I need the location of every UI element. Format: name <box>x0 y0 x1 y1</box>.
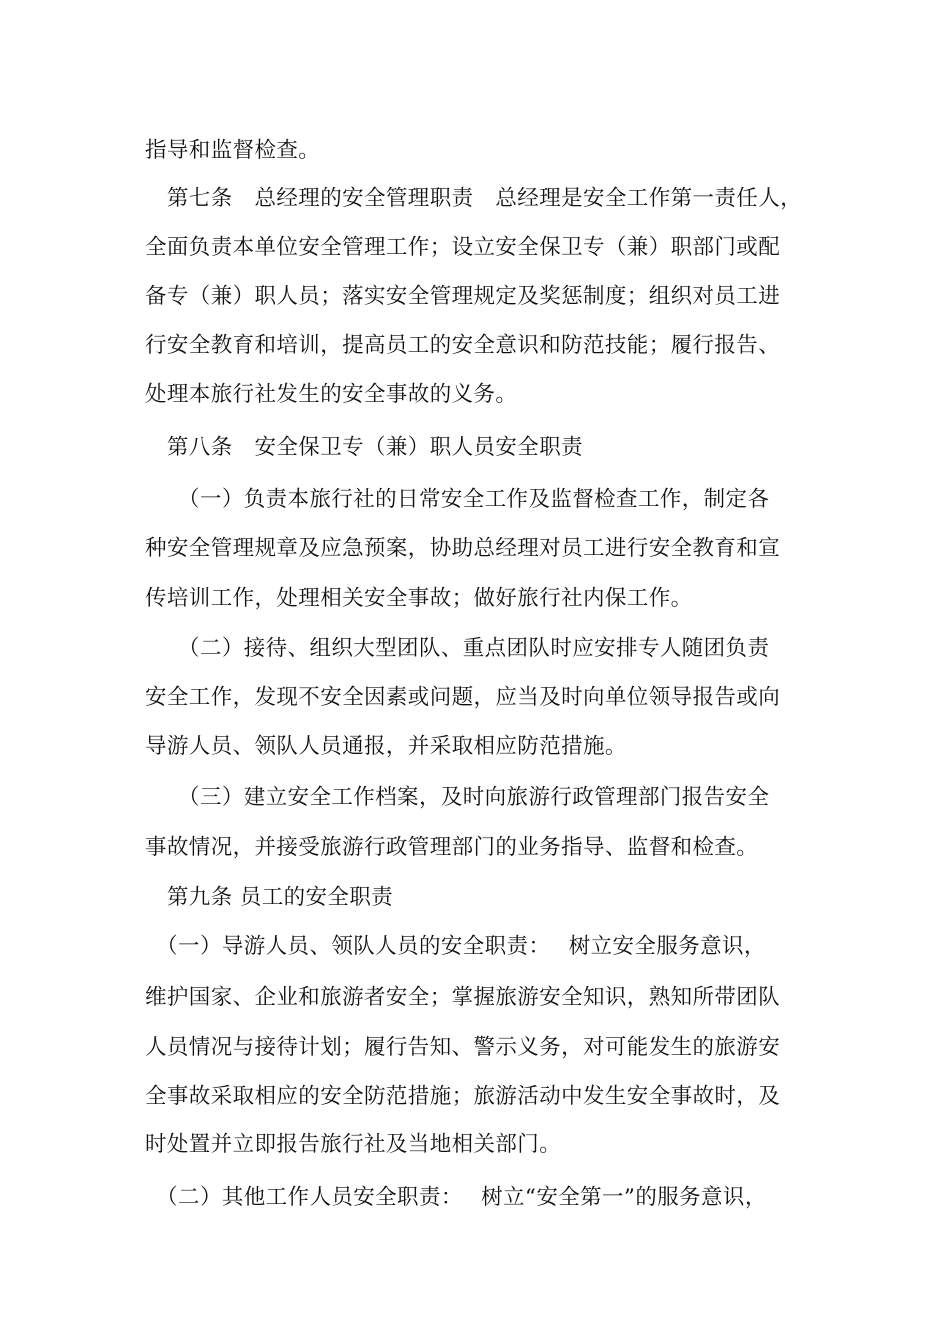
text-line: 备专（兼）职人员；落实安全管理规定及奖惩制度；组织对员工进 <box>145 284 781 309</box>
text-line: 安全工作，发现不安全因素或问题，应当及时向单位领导报告或向 <box>145 685 781 710</box>
text-line: 处理本旅行社发生的安全事故的义务。 <box>145 382 518 407</box>
text-line: （二）其他工作人员安全职责： 树立“安全第一”的服务意识， <box>145 1185 767 1210</box>
text-line: 指导和监督检查。 <box>145 138 321 163</box>
text-line: 行安全教育和培训，提高员工的安全意识和防范技能；履行报告、 <box>145 333 781 358</box>
text-line: 全面负责本单位安全管理工作；设立安全保卫专（兼）职部门或配 <box>145 235 781 260</box>
text-line: （三）建立安全工作档案，及时向旅游行政管理部门报告安全 <box>145 785 770 810</box>
text-line: （一）负责本旅行社的日常安全工作及监督检查工作，制定各 <box>145 487 770 512</box>
text-line: 第七条 总经理的安全管理职责 总经理是安全工作第一责任人， <box>145 186 803 211</box>
text-line: 维护国家、企业和旅游者安全；掌握旅游安全知识，熟知所带团队 <box>145 985 781 1010</box>
text-line: 时处置并立即报告旅行社及当地相关部门。 <box>145 1132 562 1157</box>
text-line: 事故情况，并接受旅游行政管理部门的业务指导、监督和检查。 <box>145 835 759 860</box>
text-line: （二）接待、组织大型团队、重点团队时应安排专人随团负责 <box>145 636 770 661</box>
text-line: 全事故采取相应的安全防范措施；旅游活动中发生安全事故时，及 <box>145 1084 781 1109</box>
text-line: 种安全管理规章及应急预案，协助总经理对员工进行安全教育和宣 <box>145 536 781 561</box>
text-line: （一）导游人员、领队人员的安全职责： 树立安全服务意识， <box>145 934 766 959</box>
text-line: 人员情况与接待计划；履行告知、警示义务，对可能发生的旅游安 <box>145 1035 781 1060</box>
text-line: 第八条 安全保卫专（兼）职人员安全职责 <box>145 435 584 460</box>
text-line: 传培训工作，处理相关安全事故；做好旅行社内保工作。 <box>145 586 693 611</box>
text-line: 第九条 员工的安全职责 <box>145 885 394 910</box>
text-line: 导游人员、领队人员通报，并采取相应防范措施。 <box>145 734 627 759</box>
